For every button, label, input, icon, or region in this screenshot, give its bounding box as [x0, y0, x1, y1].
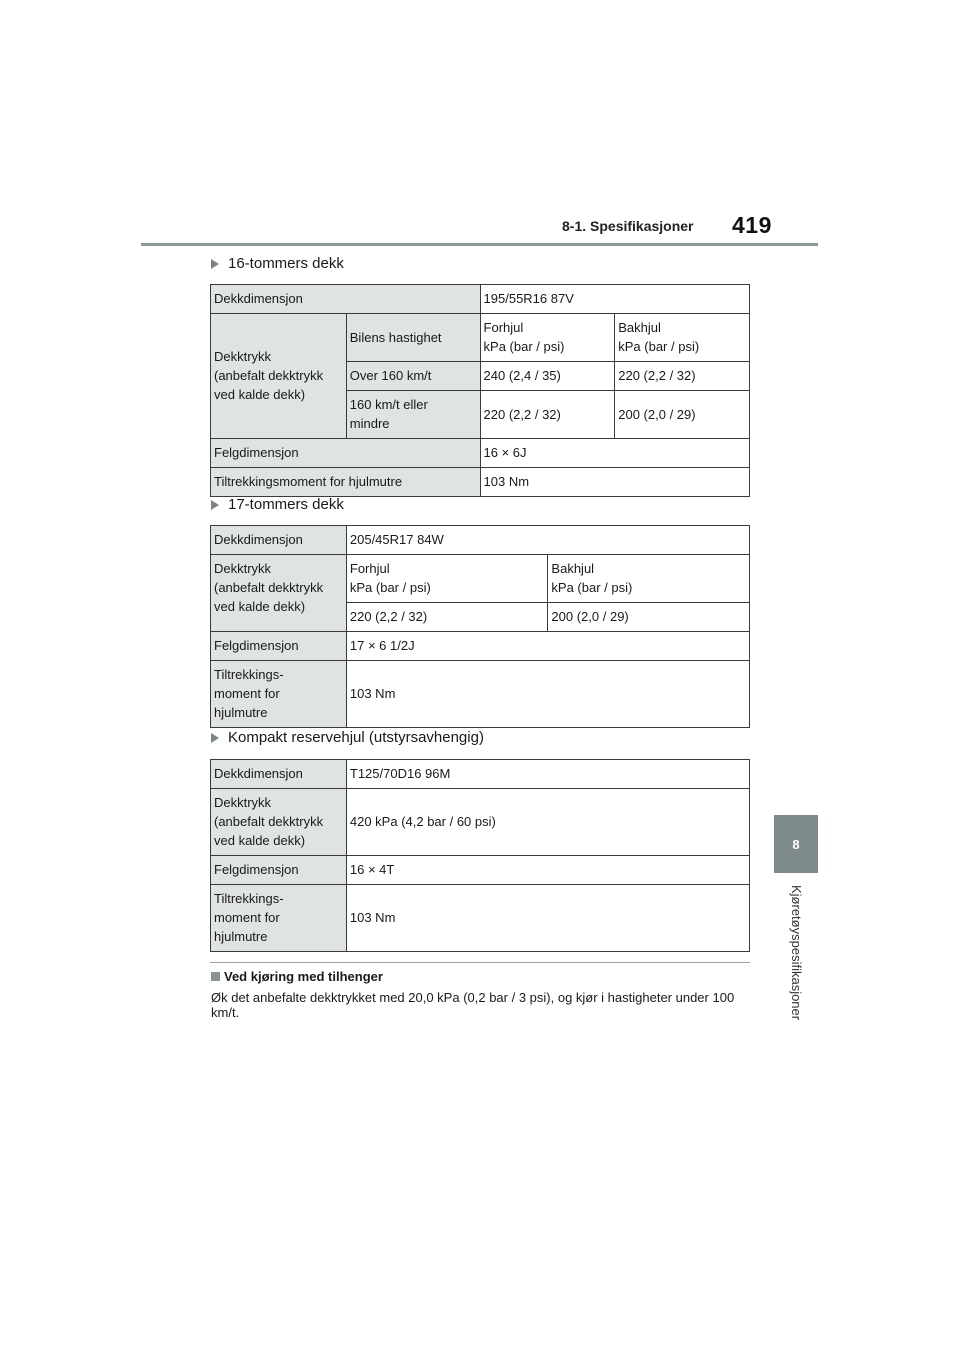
front-wheel-header: [346, 555, 548, 603]
rear-wheel-header: [548, 555, 750, 603]
front-wheel-header-line: Forhjul: [483, 320, 524, 335]
table-row: [211, 555, 750, 603]
section-heading-16-inch: [211, 255, 344, 272]
table-row: [211, 632, 750, 661]
note-divider: [210, 962, 750, 963]
pressure-label-line: (anbefalt dekktrykk: [214, 814, 324, 829]
table-row: [211, 468, 750, 497]
pressure-label-line: ved kalde dekk): [214, 599, 306, 614]
triangle-bullet-icon: [211, 500, 219, 510]
tire-size-label: Dekkdimensjon: [211, 760, 347, 789]
table-row: [211, 856, 750, 885]
note-title: [211, 969, 383, 984]
tire-size-label: Dekkdimensjon: [211, 526, 347, 555]
pressure-label-line: (anbefalt dekktrykk: [214, 580, 324, 595]
front-pressure-value: 220 (2,2 / 32): [346, 603, 548, 632]
table-row: [211, 439, 750, 468]
wheel-size-value: 16 × 4T: [346, 856, 749, 885]
pressure-value: 420 kPa (4,2 bar / 60 psi): [346, 789, 749, 856]
table-row: [211, 285, 750, 314]
pressure-label-line: Dekktrykk: [214, 795, 272, 810]
pressure-label-line: Dekktrykk: [214, 349, 272, 364]
section-heading-text: 17-tommers dekk: [228, 496, 344, 513]
front-pressure-value: 220 (2,2 / 32): [480, 391, 615, 439]
front-pressure-value: 240 (2,4 / 35): [480, 362, 615, 391]
speed-value: Over 160 km/t: [346, 362, 480, 391]
note-title-text: Ved kjøring med tilhenger: [224, 969, 383, 984]
pressure-label-line: (anbefalt dekktrykk: [214, 368, 324, 383]
section-heading-text: Kompakt reservehjul (utstyrsavhengig): [228, 729, 484, 746]
front-wheel-header-line: kPa (bar / psi): [483, 339, 565, 354]
pressure-label-line: ved kalde dekk): [214, 833, 306, 848]
rear-pressure-value: 200 (2,0 / 29): [615, 391, 750, 439]
wheel-size-value: 17 × 6 1/2J: [346, 632, 749, 661]
pressure-label-line: ved kalde dekk): [214, 387, 306, 402]
torque-label-line: moment for: [214, 686, 280, 701]
torque-label-line: hjulmutre: [214, 929, 268, 944]
tire-table-spare-wheel: [210, 759, 750, 952]
rear-wheel-header: [615, 314, 750, 362]
torque-label-line: hjulmutre: [214, 705, 268, 720]
table-row: [211, 314, 750, 362]
table-row: [211, 661, 750, 728]
torque-label-line: moment for: [214, 910, 280, 925]
tire-size-value: 195/55R16 87V: [480, 285, 749, 314]
torque-value: 103 Nm: [346, 661, 749, 728]
pressure-label-line: Dekktrykk: [214, 561, 272, 576]
table-row: [211, 885, 750, 952]
header-divider: [141, 243, 818, 246]
tire-table-17-inch: [210, 525, 750, 728]
tire-size-value: T125/70D16 96M: [346, 760, 749, 789]
section-title: 8-1. Spesifikasjoner: [562, 218, 694, 234]
section-heading-17-inch: [211, 496, 344, 513]
chapter-side-label-text: Kjøretøyspesifikasjoner: [789, 885, 804, 1021]
section-heading-text: 16-tommers dekk: [228, 255, 344, 272]
wheel-size-label: Felgdimensjon: [211, 439, 481, 468]
speed-value-line: 160 km/t eller: [349, 397, 428, 412]
tire-size-value: 205/45R17 84W: [346, 526, 749, 555]
wheel-size-value: 16 × 6J: [480, 439, 749, 468]
section-heading-spare-wheel: [211, 729, 484, 746]
table-row: [211, 760, 750, 789]
chapter-side-label: [785, 885, 807, 1045]
chapter-tab: 8: [774, 815, 818, 873]
torque-label-line: Tiltrekkings-: [214, 891, 284, 906]
speed-value: [346, 391, 480, 439]
page-number: 419: [732, 212, 772, 238]
tire-size-label: Dekkdimensjon: [211, 285, 481, 314]
front-wheel-header-line: kPa (bar / psi): [349, 580, 431, 595]
torque-label: [211, 885, 347, 952]
front-wheel-header-line: Forhjul: [349, 561, 390, 576]
rear-pressure-value: 220 (2,2 / 32): [615, 362, 750, 391]
wheel-size-label: Felgdimensjon: [211, 632, 347, 661]
tire-table-16-inch: [210, 284, 750, 497]
rear-wheel-header-line: kPa (bar / psi): [618, 339, 700, 354]
torque-value: 103 Nm: [346, 885, 749, 952]
speed-value-line: mindre: [349, 416, 390, 431]
rear-wheel-header-line: Bakhjul: [618, 320, 661, 335]
rear-wheel-header-line: Bakhjul: [551, 561, 595, 576]
pressure-label: [211, 789, 347, 856]
speed-header: Bilens hastighet: [346, 314, 480, 362]
table-row: [211, 789, 750, 856]
torque-label: [211, 661, 347, 728]
note-body: Øk det anbefalte dekktrykket med 20,0 kPa (0,2 bar / 3 psi), og kjør i hastigheter under 100 km/t.: [211, 990, 735, 1020]
wheel-size-label: Felgdimensjon: [211, 856, 347, 885]
triangle-bullet-icon: [211, 733, 219, 743]
torque-label: Tiltrekkingsmoment for hjulmutre: [211, 468, 481, 497]
table-row: [211, 526, 750, 555]
torque-label-line: Tiltrekkings-: [214, 667, 284, 682]
pressure-label: [211, 314, 347, 439]
triangle-bullet-icon: [211, 259, 219, 269]
torque-value: 103 Nm: [480, 468, 749, 497]
square-bullet-icon: [211, 972, 220, 981]
front-wheel-header: [480, 314, 615, 362]
rear-wheel-header-line: kPa (bar / psi): [551, 580, 633, 595]
pressure-label: [211, 555, 347, 632]
rear-pressure-value: 200 (2,0 / 29): [548, 603, 750, 632]
